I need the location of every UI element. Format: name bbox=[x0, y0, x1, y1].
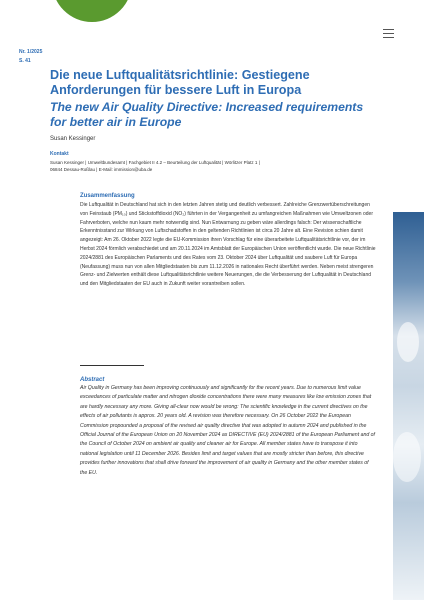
author-name: Susan Kessinger bbox=[50, 136, 96, 142]
article-title-english: The new Air Quality Directive: Increased requirements for better air in Europe bbox=[50, 100, 364, 129]
issue-page: S. 41 bbox=[19, 58, 31, 64]
article-title-block bbox=[50, 68, 370, 130]
contact-line-1: Susan Kessinger | Umweltbundesamt | Fachgebiet II 4.2 – Beurteilung der Luftqualität | Wörlitzer Platz 1 | bbox=[50, 159, 260, 165]
abstract-section bbox=[80, 377, 376, 478]
summary-text: Die Luftqualität in Deutschland hat sich in den letzten Jahren stetig und deutlich verbessert. Zahlreiche Grenzwertüberschreitungen von Feinstaub (PM₁₀) und Stickstoffdioxid (NO₂) führten in der Vergangenheit zu umfangreichen Maßnahmen wie Umweltzonen oder Fahrverboten, welche nun kaum mehr notwendig sind. Nun Entwarnung zu geben wäre allerdings falsch: Der wissenschaftliche Erkenntnisstand zur Wirkung von Luftschadstoffen in den geltenden Richtlinien ist circa 20 Jahre alt. Eine Revision schien damit angezeigt: Am 26. Oktober 2022 legte die EU-Kommission ihren Vorschlag für eine überarbeitete Luftqualitätsrichtlinie vor, der im Herbst 2024 förmlich verabschiedet und am 20.11.2024 im Amtsblatt der Europäischen Union veröffentlicht wurde. Die neue Richtlinie 2024/2881 des Europäischen Parlaments und des Rates vom 23. Oktober 2024 über Luftqualität und saubere Luft für Europa (Neufassung) muss nun von allen Mitgliedstaaten bis zum 11.12.2026 in nationales Recht überführt werden. Neben meist strengeren Grenz- und Zielwerten enthält diese Luftqualitätsrichtlinie weitere Neuerungen, die die Verbesserung der Luftqualität in Deutschland und den Mitgliedstaaten der EU auch in Zukunft weiter vorantreiben sollen. bbox=[80, 202, 376, 288]
section-divider bbox=[80, 365, 144, 366]
contact-heading: Kontakt bbox=[50, 151, 69, 157]
issue-info bbox=[19, 48, 42, 66]
abstract-text: Air Quality in Germany has been improving continuously and significantly for the recent years. Due to numerous limit value exceedances of particulate matter and nitrogen dioxide concentrations there were many measures like low emission zones that are hardly necessary any more. Giving all-clear now would be wrong: The scientific knowledge in the current directives on the effects of air pollutants is approx. 20 years old. A revision was therefore necessary. On 26 October 2022 the European Commission propounded a proposal of the revised air quality directive that was adopted in autumn 2024 and published in the Official Journal of the European Union on 20 November 2024 as DIRECTIVE (EU) 2024/2881 of the European Parliament and of the Council of October 2024 on ambient air quality and cleaner air for Europe. All member states have to transpose it into national legislation until 11 December 2026. Besides limit and target values that are mostly stricter than before, this directive provides further innovations that shall drive forward the improvement of air quality in Germany and the other member states of the EU. bbox=[80, 385, 375, 476]
sky-photo bbox=[393, 212, 424, 600]
abstract-heading: Abstract bbox=[80, 377, 105, 383]
contact-block bbox=[50, 151, 380, 174]
issue-number: Nr. 1/2025 bbox=[19, 49, 43, 55]
hamburger-menu-icon[interactable] bbox=[383, 29, 394, 41]
summary-section bbox=[80, 193, 376, 289]
article-title-german: Die neue Luftqualitätsrichtlinie: Gestiegene Anforderungen für bessere Luft in Europa bbox=[50, 68, 310, 97]
summary-heading: Zusammenfassung bbox=[80, 193, 135, 199]
brand-logo-shape bbox=[52, 0, 132, 22]
contact-line-2: 06844 Dessau-Roßlau | E-Mail: immission@uba.de bbox=[50, 167, 153, 172]
